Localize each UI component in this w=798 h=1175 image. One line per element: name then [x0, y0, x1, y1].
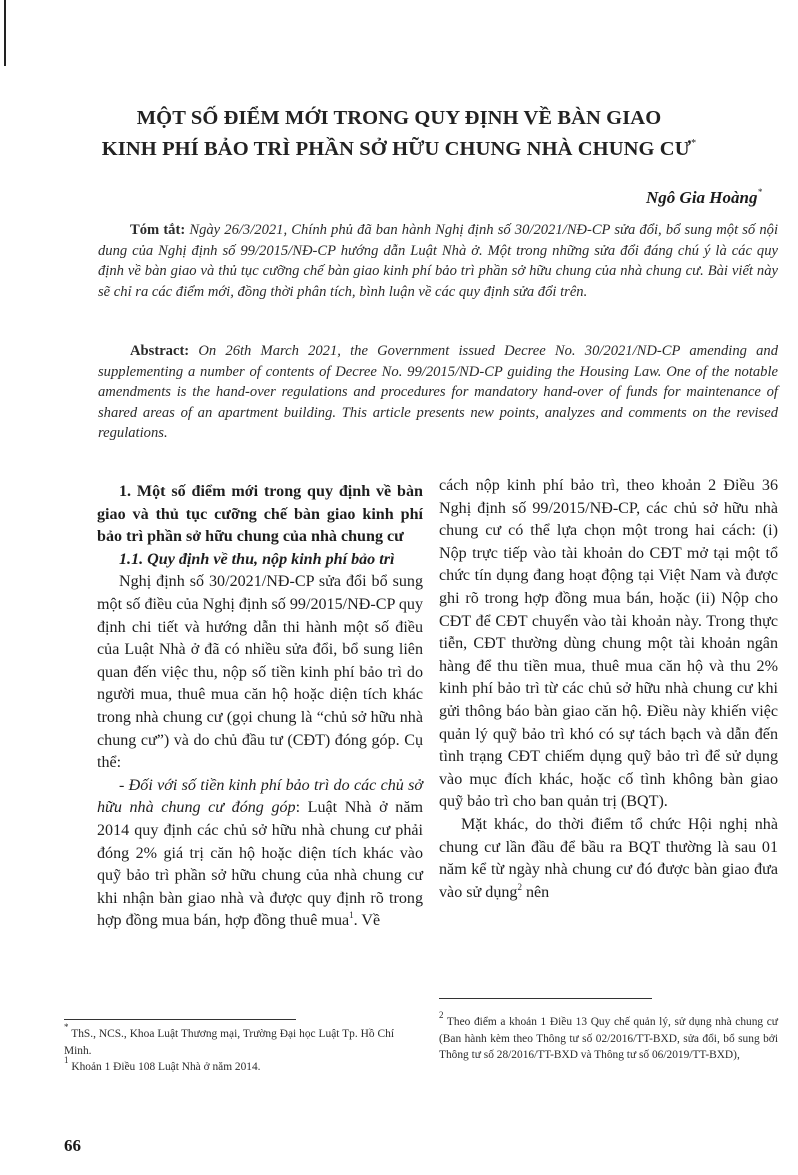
title-line-2-text: KINH PHÍ BẢO TRÌ PHẦN SỞ HỮU CHUNG NHÀ CHUNG CƯ: [101, 138, 692, 160]
footnote-1: [64, 1055, 394, 1076]
footnote-ref-2: 2: [517, 881, 522, 892]
page-edge-rule: [4, 0, 6, 66]
footnote-author-text: ThS., NCS., Khoa Luật Thương mại, Trường Đại học Luật Tp. Hồ Chí Minh.: [64, 1028, 394, 1057]
left-paragraph-2-text: : Luật Nhà ở năm 2014 quy định các chủ sở hữu nhà chung cư phải đóng 2% giá trị căn hộ hoặc diện tích khác vào quỹ bảo trì phần sở hữu chung của nhà chung cư khi nhận bàn giao nhà và được quy định rõ trong hợp đồng mua bán, hợp đồng thuê mua: [97, 799, 423, 930]
title-footnote-mark: *: [691, 138, 697, 149]
left-paragraph-2-tail: . Về: [353, 912, 381, 930]
page-number: 66: [64, 1136, 81, 1155]
left-paragraph-1: Nghị định số 30/2021/NĐ-CP sửa đổi bổ sung một số điều của Nghị định số 99/2015/NĐ-CP quy định chi tiết và hướng dẫn thi hành một số điều của Luật Nhà ở đã có nhiều sửa đổi, bổ sung liên quan đến việc thu, nộp số tiền kinh phí bảo trì do người mua, thuê mua căn hộ hoặc diện tích khác trong nhà chung cư (gọi chung là “chủ sở hữu nhà chung cư”) và do chủ đầu tư (CĐT) đóng góp. Cụ thể:: [97, 573, 423, 772]
footnote-1-mark: 1: [64, 1055, 69, 1065]
footnote-author: [64, 1022, 394, 1059]
abstract-vietnamese: [98, 220, 778, 302]
abstract-english: [98, 341, 778, 444]
footnote-2: [439, 1010, 778, 1064]
author-footnote-mark: *: [757, 187, 762, 197]
right-paragraph-2: [439, 814, 778, 904]
left-column: [97, 481, 423, 933]
title-line-2: [40, 134, 758, 165]
footnote-author-mark: *: [64, 1022, 69, 1032]
footnote-ref-1: 1: [349, 910, 354, 921]
abstract-vi-text: Ngày 26/3/2021, Chính phủ đã ban hành Nghị định số 30/2021/NĐ-CP sửa đổi, bổ sung một số nội dung của Nghị định số 99/2015/NĐ-CP hướng dẫn Luật Nhà ở. Một trong những sửa đổi đáng chú ý là các quy định về bàn giao và thủ tục cưỡng chế bàn giao kinh phí bảo trì phần sở hữu chung của nhà chung cư. Bài viết này sẽ chỉ ra các điểm mới, đồng thời phân tích, bình luận về các quy định sửa đổi trên.: [98, 222, 779, 300]
footnotes-left: [64, 1022, 394, 1076]
author-name-text: Ngô Gia Hoàng: [646, 188, 758, 207]
abstract-vi-label: Tóm tắt:: [130, 222, 186, 238]
subsection-heading: 1.1. Quy định về thu, nộp kinh phí bảo trì: [119, 550, 395, 568]
left-paragraph-2: [97, 775, 423, 933]
article-title: [40, 103, 758, 165]
right-paragraph-1: cách nộp kinh phí bảo trì, theo khoản 2 Điều 36 Nghị định số 99/2015/NĐ-CP, các chủ sở hữu nhà chung cư có thể lựa chọn một trong hai cách: (i) Nộp trực tiếp vào tài khoản do CĐT mở tại một tổ chức tín dụng đang hoạt động tại Việt Nam và được ghi rõ trong hợp đồng mua bán, hoặc (ii) Nộp cho CĐT để CĐT chuyển vào tài khoản này. Trong thực tiễn, CĐT thường dùng chung một tài khoản ngân hàng để thu tiền mua, thuê mua căn hộ và thu 2% kinh phí bảo trì từ các chủ sở hữu nhà chung cư khi gửi thông báo bàn giao căn hộ. Điều này khiến việc quản lý quỹ bảo trì khó có sự tách bạch và dẫn đến tình trạng CĐT chiếm dụng quỹ bảo trì để sử dụng vào mục đích khác, hoặc cố tình không bàn giao quỹ bảo trì cho ban quản trị (BQT).: [439, 477, 778, 811]
abstract-en-text: On 26th March 2021, the Government issued Decree No. 30/2021/ND-CP amending and supplementing a number of contents of Decree No. 99/2015/ND-CP guiding the Housing Law. One of the notable amendments is the hand-over regulations and procedures for mandatory hand-over of funds for maintenance of shared areas of an apartment building. This article presents new points, analyzes and comments on the revised regulations.: [98, 343, 779, 441]
left-paragraph-2-lead: - Đối với số tiền kinh phí bảo trì do các chủ sở hữu nhà chung cư đóng góp: [97, 776, 423, 817]
footnote-2-mark: 2: [439, 1010, 444, 1020]
footnotes-right: [439, 1010, 778, 1064]
right-paragraph-2-tail: nên: [521, 883, 550, 901]
author-name: [646, 188, 762, 208]
footnote-1-text: Khoản 1 Điều 108 Luật Nhà ở năm 2014.: [68, 1061, 261, 1073]
footnote-divider-left: [64, 1019, 296, 1020]
title-line-1: MỘT SỐ ĐIỂM MỚI TRONG QUY ĐỊNH VỀ BÀN GIAO: [136, 107, 662, 129]
right-column: [439, 475, 778, 904]
section-heading: 1. Một số điểm mới trong quy định về bàn giao và thủ tục cưỡng chế bàn giao kinh phí bảo trì phần sở hữu chung của nhà chung cư: [97, 483, 423, 546]
right-paragraph-2-text: Mặt khác, do thời điểm tổ chức Hội nghị nhà chung cư lần đầu để bầu ra BQT thường là sau 01 năm kể từ ngày nhà chung cư đó được bàn giao đưa vào sử dụng: [439, 815, 778, 901]
footnote-2-text: Theo điểm a khoản 1 Điều 13 Quy chế quản lý, sử dụng nhà chung cư (Ban hành kèm theo Thông tư số 02/2016/TT-BXD, sửa đổi, bổ sung bởi Thông tư số 28/2016/TT-BXD và Thông tư số 06/2019/TT-BXD),: [439, 1016, 778, 1061]
abstract-en-label: Abstract:: [130, 343, 190, 359]
footnote-divider-right: [439, 998, 652, 999]
